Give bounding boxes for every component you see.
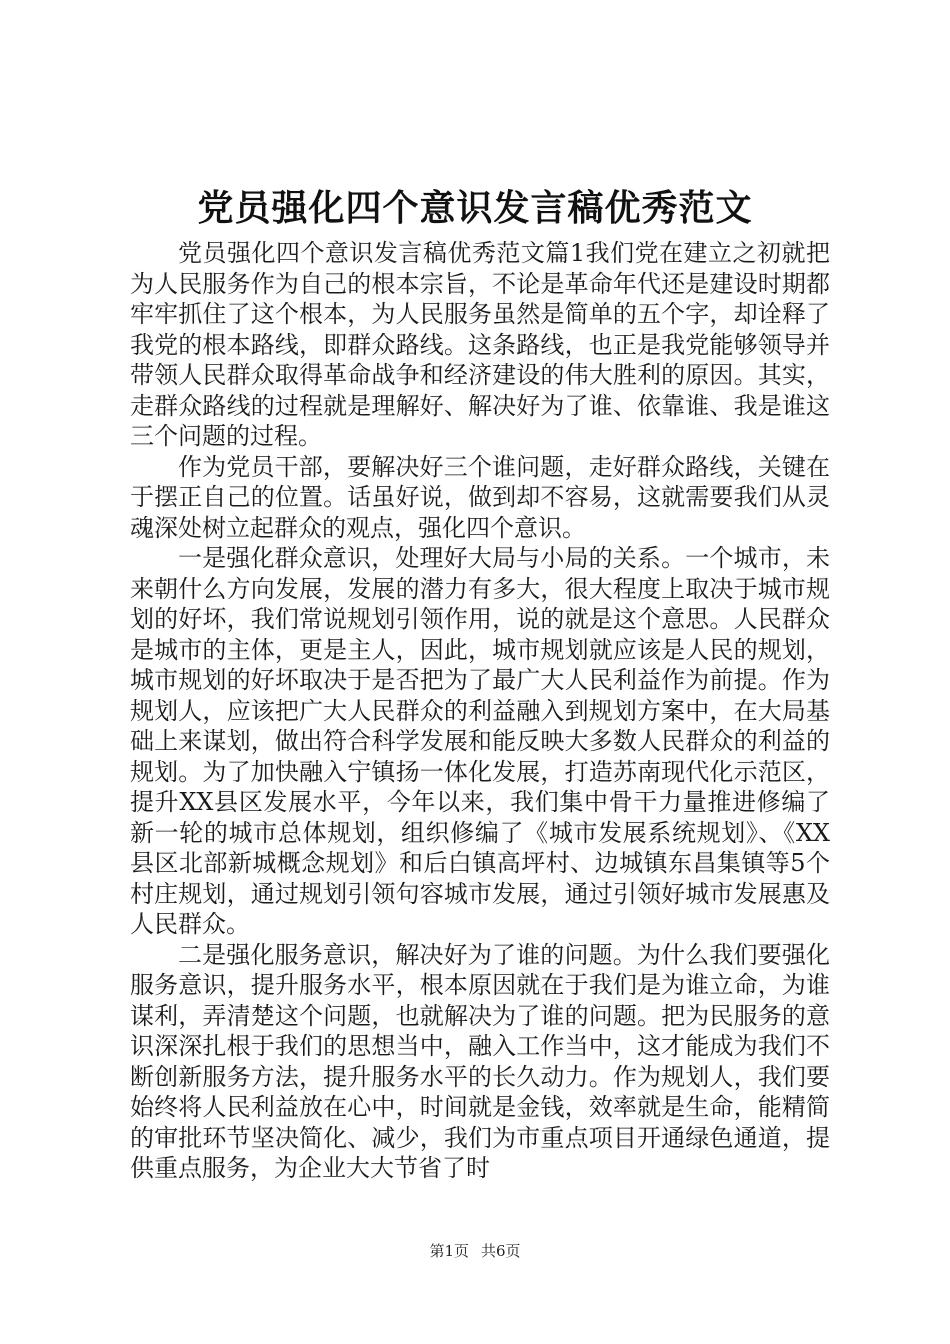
page-number: 第1页 — [429, 1242, 469, 1260]
document-body — [130, 238, 830, 1184]
body-paragraph: 党员强化四个意识发言稿优秀范文篇1我们党在建立之初就把为人民服务作为自己的根本宗旨，不论是革命年代还是建设时期都牢牢抓住了这个根本，为人民服务虽然是简单的五个字，却诠释了我党的根本路线，即群众路线。这条路线，也正是我党能够领导并带领人民群众取得革命战争和经济建设的伟大胜利的原因。其实，走群众路线的过程就是理解好、解决好为了谁、依靠谁、我是谁这三个问题的过程。 — [130, 239, 830, 450]
document-title: 党员强化四个意识发言稿优秀范文 — [197, 188, 753, 229]
page-footer — [0, 1241, 950, 1261]
page-total: 共6页 — [481, 1242, 521, 1260]
body-paragraph: 作为党员干部，要解决好三个谁问题，走好群众路线，关键在于摆正自己的位置。话虽好说，做到却不容易，这就需要我们从灵魂深处树立起群众的观点，强化四个意识。 — [130, 452, 830, 542]
body-paragraph: 二是强化服务意识，解决好为了谁的问题。为什么我们要强化服务意识，提升服务水平，根本原因就在于我们是为谁立命，为谁谋利，弄清楚这个问题，也就解决为了谁的问题。把为民服务的意识深深扎根于我们的思想当中，融入工作当中，这才能成为我们不断创新服务方法，提升服务水平的长久动力。作为规划人，我们要始终将人民利益放在心中，时间就是金钱，效率就是生命，能精简的审批环节坚决简化、减少，我们为市重点项目开通绿色通道，提供重点服务，为企业大大节省了时 — [130, 940, 830, 1182]
body-paragraph: 一是强化群众意识，处理好大局与小局的关系。一个城市，未来朝什么方向发展，发展的潜力有多大，很大程度上取决于城市规划的好坏，我们常说规划引领作用，说的就是这个意思。人民群众是城市的主体，更是主人，因此，城市规划就应该是人民的规划，城市规划的好坏取决于是否把为了最广大人民利益作为前提。作为规划人，应该把广大人民群众的利益融入到规划方案中，在大局基础上来谋划，做出符合科学发展和能反映大多数人民群众的利益的规划。为了加快融入宁镇扬一体化发展，打造苏南现代化示范区，提升XX县区发展水平，今年以来，我们集中骨干力量推进修编了新一轮的城市总体规划，组织修编了《城市发展系统规划》、《XX县区北部新城概念规划》和后白镇高坪村、边城镇东昌集镇等5个村庄规划，通过规划引领句容城市发展，通过引领好城市发展惠及人民群众。 — [130, 544, 830, 938]
